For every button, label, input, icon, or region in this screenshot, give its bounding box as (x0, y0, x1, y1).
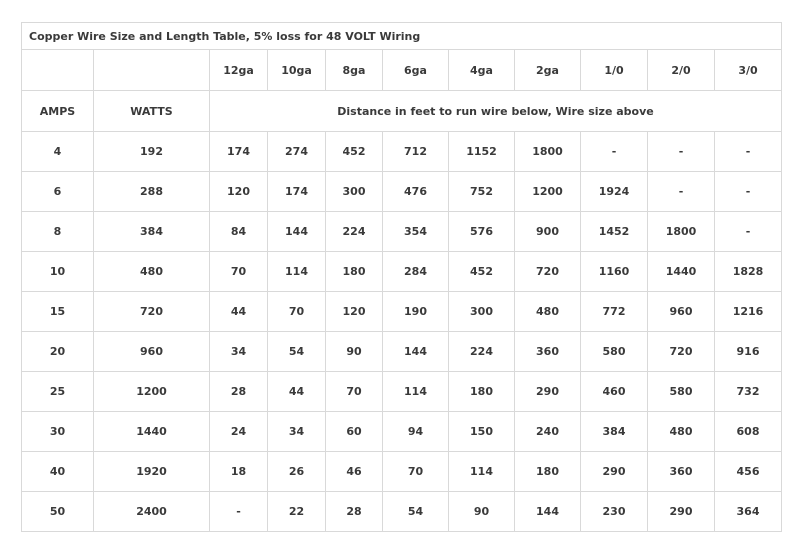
distance-cell: 354 (383, 212, 449, 252)
gauge-header-cell: 2/0 (648, 50, 715, 91)
watts-cell: 1440 (94, 412, 210, 452)
amps-cell: 40 (22, 452, 94, 492)
table-row (22, 332, 782, 372)
watts-cell: 192 (94, 132, 210, 172)
distance-cell: 28 (326, 492, 383, 532)
distance-cell: 360 (515, 332, 581, 372)
gauge-header-cell: 3/0 (715, 50, 782, 91)
table-row (22, 132, 782, 172)
distance-cell: 144 (515, 492, 581, 532)
amps-cell: 4 (22, 132, 94, 172)
distance-cell: - (715, 172, 782, 212)
table-body (22, 23, 782, 532)
distance-cell: 18 (210, 452, 268, 492)
distance-cell: 24 (210, 412, 268, 452)
watts-cell: 1200 (94, 372, 210, 412)
distance-cell: 1800 (648, 212, 715, 252)
watts-cell: 2400 (94, 492, 210, 532)
distance-cell: 576 (449, 212, 515, 252)
distance-cell: 1800 (515, 132, 581, 172)
distance-cell: 60 (326, 412, 383, 452)
distance-cell: 360 (648, 452, 715, 492)
table-row (22, 212, 782, 252)
distance-cell: 460 (581, 372, 648, 412)
amps-header: AMPS (22, 91, 94, 132)
label-header-row (22, 91, 782, 132)
distance-cell: 772 (581, 292, 648, 332)
amps-cell: 50 (22, 492, 94, 532)
distance-cell: 960 (648, 292, 715, 332)
distance-cell: 456 (715, 452, 782, 492)
table-row (22, 372, 782, 412)
distance-cell: 732 (715, 372, 782, 412)
table-row (22, 292, 782, 332)
distance-cell: - (581, 132, 648, 172)
amps-cell: 8 (22, 212, 94, 252)
table-title: Copper Wire Size and Length Table, 5% loss for 48 VOLT Wiring (22, 23, 782, 50)
distance-cell: 384 (581, 412, 648, 452)
distance-cell: 916 (715, 332, 782, 372)
gauge-header-cell: 1/0 (581, 50, 648, 91)
amps-cell: 6 (22, 172, 94, 212)
distance-cell: 84 (210, 212, 268, 252)
distance-cell: 180 (449, 372, 515, 412)
distance-cell: 480 (515, 292, 581, 332)
distance-cell: - (715, 212, 782, 252)
distance-cell: 114 (449, 452, 515, 492)
watts-cell: 384 (94, 212, 210, 252)
distance-cell: 54 (268, 332, 326, 372)
distance-cell: 44 (210, 292, 268, 332)
distance-cell: 144 (383, 332, 449, 372)
distance-cell: 54 (383, 492, 449, 532)
distance-cell: 90 (449, 492, 515, 532)
watts-cell: 288 (94, 172, 210, 212)
distance-cell: 1924 (581, 172, 648, 212)
distance-cell: 174 (210, 132, 268, 172)
distance-cell: 44 (268, 372, 326, 412)
amps-cell: 15 (22, 292, 94, 332)
watts-cell: 720 (94, 292, 210, 332)
gauge-header-empty-watts (94, 50, 210, 91)
amps-cell: 30 (22, 412, 94, 452)
distance-cell: 476 (383, 172, 449, 212)
watts-cell: 960 (94, 332, 210, 372)
gauge-header-cell: 2ga (515, 50, 581, 91)
distance-cell: 274 (268, 132, 326, 172)
amps-cell: 25 (22, 372, 94, 412)
distance-cell: 174 (268, 172, 326, 212)
distance-cell: 1216 (715, 292, 782, 332)
distance-note-header: Distance in feet to run wire below, Wire size above (210, 91, 782, 132)
distance-cell: 70 (268, 292, 326, 332)
gauge-header-cell: 8ga (326, 50, 383, 91)
wire-size-table (21, 22, 782, 532)
table-row (22, 172, 782, 212)
distance-cell: 224 (449, 332, 515, 372)
distance-cell: 720 (648, 332, 715, 372)
distance-cell: - (715, 132, 782, 172)
distance-cell: - (648, 172, 715, 212)
distance-cell: 114 (383, 372, 449, 412)
distance-cell: 230 (581, 492, 648, 532)
gauge-header-cell: 6ga (383, 50, 449, 91)
distance-cell: 180 (515, 452, 581, 492)
distance-cell: 26 (268, 452, 326, 492)
distance-cell: 290 (581, 452, 648, 492)
distance-cell: 1152 (449, 132, 515, 172)
distance-cell: 300 (326, 172, 383, 212)
watts-cell: 1920 (94, 452, 210, 492)
distance-cell: 150 (449, 412, 515, 452)
wire-size-table-container (21, 22, 781, 532)
distance-cell: 120 (326, 292, 383, 332)
distance-cell: 240 (515, 412, 581, 452)
distance-cell: 752 (449, 172, 515, 212)
distance-cell: 300 (449, 292, 515, 332)
distance-cell: 900 (515, 212, 581, 252)
table-row (22, 252, 782, 292)
distance-cell: 28 (210, 372, 268, 412)
gauge-header-empty-amps (22, 50, 94, 91)
distance-cell: 70 (383, 452, 449, 492)
distance-cell: 712 (383, 132, 449, 172)
distance-cell: 144 (268, 212, 326, 252)
distance-cell: 364 (715, 492, 782, 532)
amps-cell: 10 (22, 252, 94, 292)
distance-cell: 114 (268, 252, 326, 292)
distance-cell: 720 (515, 252, 581, 292)
distance-cell: 290 (515, 372, 581, 412)
distance-cell: - (648, 132, 715, 172)
distance-cell: 34 (268, 412, 326, 452)
distance-cell: 580 (648, 372, 715, 412)
distance-cell: 70 (326, 372, 383, 412)
distance-cell: 452 (326, 132, 383, 172)
distance-cell: 284 (383, 252, 449, 292)
distance-cell: 1160 (581, 252, 648, 292)
gauge-header-row (22, 50, 782, 91)
distance-cell: 46 (326, 452, 383, 492)
distance-cell: 34 (210, 332, 268, 372)
distance-cell: 480 (648, 412, 715, 452)
gauge-header-cell: 10ga (268, 50, 326, 91)
distance-cell: 70 (210, 252, 268, 292)
distance-cell: 1440 (648, 252, 715, 292)
distance-cell: 180 (326, 252, 383, 292)
distance-cell: 1828 (715, 252, 782, 292)
distance-cell: 1200 (515, 172, 581, 212)
distance-cell: 580 (581, 332, 648, 372)
amps-cell: 20 (22, 332, 94, 372)
distance-cell: 452 (449, 252, 515, 292)
watts-cell: 480 (94, 252, 210, 292)
table-row (22, 452, 782, 492)
distance-cell: 22 (268, 492, 326, 532)
title-row (22, 23, 782, 50)
distance-cell: - (210, 492, 268, 532)
watts-header: WATTS (94, 91, 210, 132)
distance-cell: 94 (383, 412, 449, 452)
gauge-header-cell: 12ga (210, 50, 268, 91)
table-row (22, 412, 782, 452)
distance-cell: 120 (210, 172, 268, 212)
distance-cell: 190 (383, 292, 449, 332)
distance-cell: 224 (326, 212, 383, 252)
gauge-header-cell: 4ga (449, 50, 515, 91)
table-row (22, 492, 782, 532)
distance-cell: 1452 (581, 212, 648, 252)
distance-cell: 90 (326, 332, 383, 372)
distance-cell: 608 (715, 412, 782, 452)
distance-cell: 290 (648, 492, 715, 532)
